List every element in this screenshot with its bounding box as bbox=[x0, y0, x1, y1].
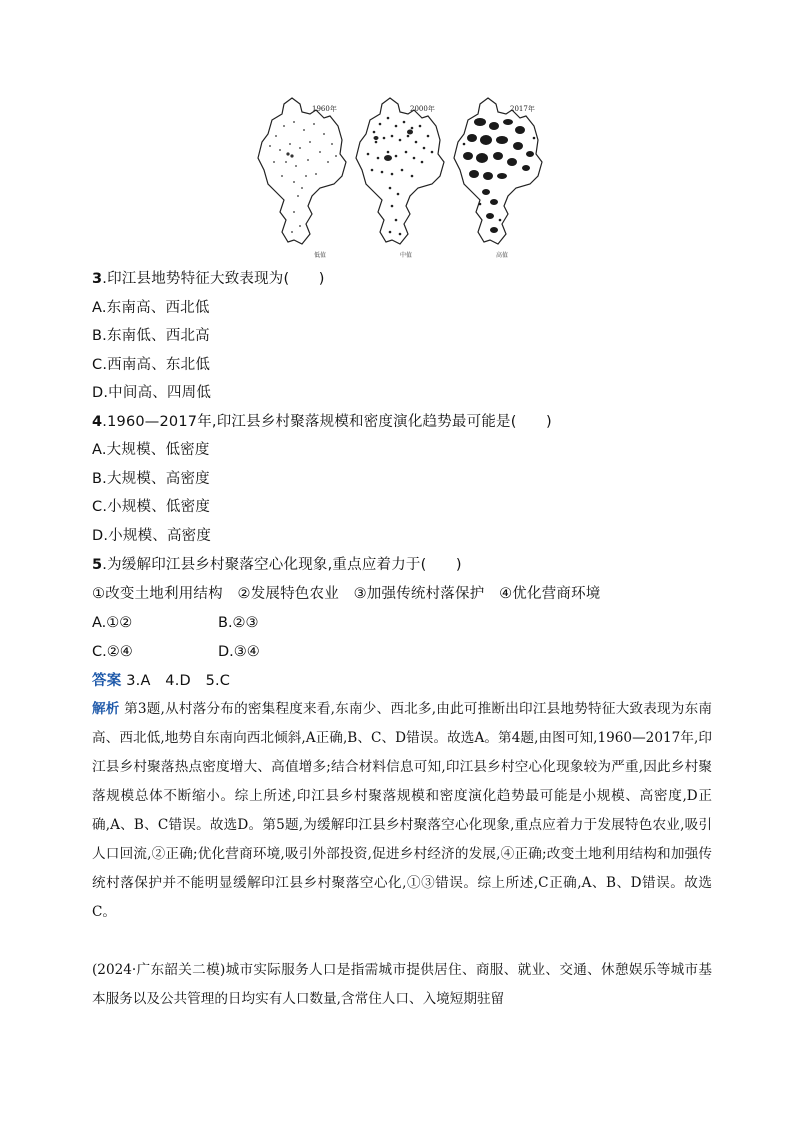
settlement-density-maps-figure bbox=[250, 96, 550, 262]
q4-option-d: D.小规模、高密度 bbox=[92, 528, 212, 544]
q5-items: ①改变土地利用结构 ②发展特色农业 ③加强传统村落保护 ④优化营商环境 bbox=[92, 586, 601, 602]
q4-option-c: C.小规模、低密度 bbox=[92, 499, 211, 515]
question-text: .为缓解印江县乡村聚落空心化现象,重点应着力于( ) bbox=[102, 557, 462, 573]
question-5-stem bbox=[92, 555, 462, 575]
legend-high: 高值 bbox=[496, 252, 509, 259]
legend-mid: 中值 bbox=[400, 252, 413, 259]
question-number: 3 bbox=[92, 271, 103, 287]
answer-label: 答案 bbox=[92, 673, 122, 689]
q5-option-b: B.②③ bbox=[218, 615, 259, 631]
map-year-label: 2000年 bbox=[410, 105, 435, 113]
map-2000 bbox=[352, 96, 448, 246]
map-year-label: 1960年 bbox=[312, 105, 337, 113]
q3-option-a: A.东南高、西北低 bbox=[92, 300, 210, 316]
q4-option-a: A.大规模、低密度 bbox=[92, 442, 210, 458]
analysis-text: 第3题,从村落分布的密集程度来看,东南少、西北多,由此可推断出印江县地势特征大致表现为东南高、西北低,地势自东南向西北倾斜,A正确,B、C、D错误。故选A。第4题,由图可知,1960—2017年,印江县乡村聚落热点密度增大、高值增多;结合材料信息可知,印江县乡村空心化现象较为严重,因此乡村聚落规模总体不断缩小。综上所述,印江县乡村聚落规模和密度演化趋势最可能是小规模、高密度,D正确,A、B、C错误。故选D。第5题,为缓解印江县乡村聚落空心化现象,重点应着力于发展特色农业,吸引人口回流,②正确;优化营商环境,吸引外部投资,促进乡村经济的发展,④正确;改变土地利用结构和加强传统村落保护并不能明显缓解印江县乡村聚落空心化,①③错误。综上所述,C正确,A、B、D错误。故选C。 bbox=[92, 701, 712, 920]
q3-option-c: C.西南高、东北低 bbox=[92, 357, 211, 373]
q5-option-d: D.③④ bbox=[218, 644, 260, 660]
q5-option-a: A.①② bbox=[92, 615, 133, 631]
answer-text: 3.A 4.D 5.C bbox=[121, 673, 231, 689]
map-year-label: 2017年 bbox=[510, 105, 535, 113]
map-1960-image bbox=[254, 96, 350, 246]
map-2017 bbox=[450, 96, 546, 246]
q3-option-d: D.中间高、四周低 bbox=[92, 385, 212, 401]
question-number: 5 bbox=[92, 557, 103, 573]
question-text: .1960—2017年,印江县乡村聚落规模和密度演化趋势最可能是( ) bbox=[102, 414, 552, 430]
legend-low: 低值 bbox=[314, 252, 327, 259]
map-1960 bbox=[254, 96, 350, 246]
answer-line bbox=[92, 671, 230, 691]
map-2000-image bbox=[352, 96, 448, 246]
q4-option-b: B.大规模、高密度 bbox=[92, 471, 210, 487]
analysis-label: 解析 bbox=[92, 701, 120, 717]
next-material-paragraph bbox=[92, 956, 712, 1014]
question-4-stem bbox=[92, 412, 552, 432]
next-material-text: (2024·广东韶关二模)城市实际服务人口是指需城市提供居住、商服、就业、交通、休憩娱乐等城市基本服务以及公共管理的日均实有人口数量,含常住人口、入境短期驻留 bbox=[92, 962, 712, 1007]
q5-option-c: C.②④ bbox=[92, 644, 133, 660]
q3-option-b: B.东南低、西北高 bbox=[92, 328, 210, 344]
question-text: .印江县地势特征大致表现为( ) bbox=[102, 271, 325, 287]
question-3-stem bbox=[92, 269, 325, 289]
analysis-paragraph bbox=[92, 695, 712, 927]
map-2017-image bbox=[450, 96, 546, 246]
question-number: 4 bbox=[92, 414, 103, 430]
